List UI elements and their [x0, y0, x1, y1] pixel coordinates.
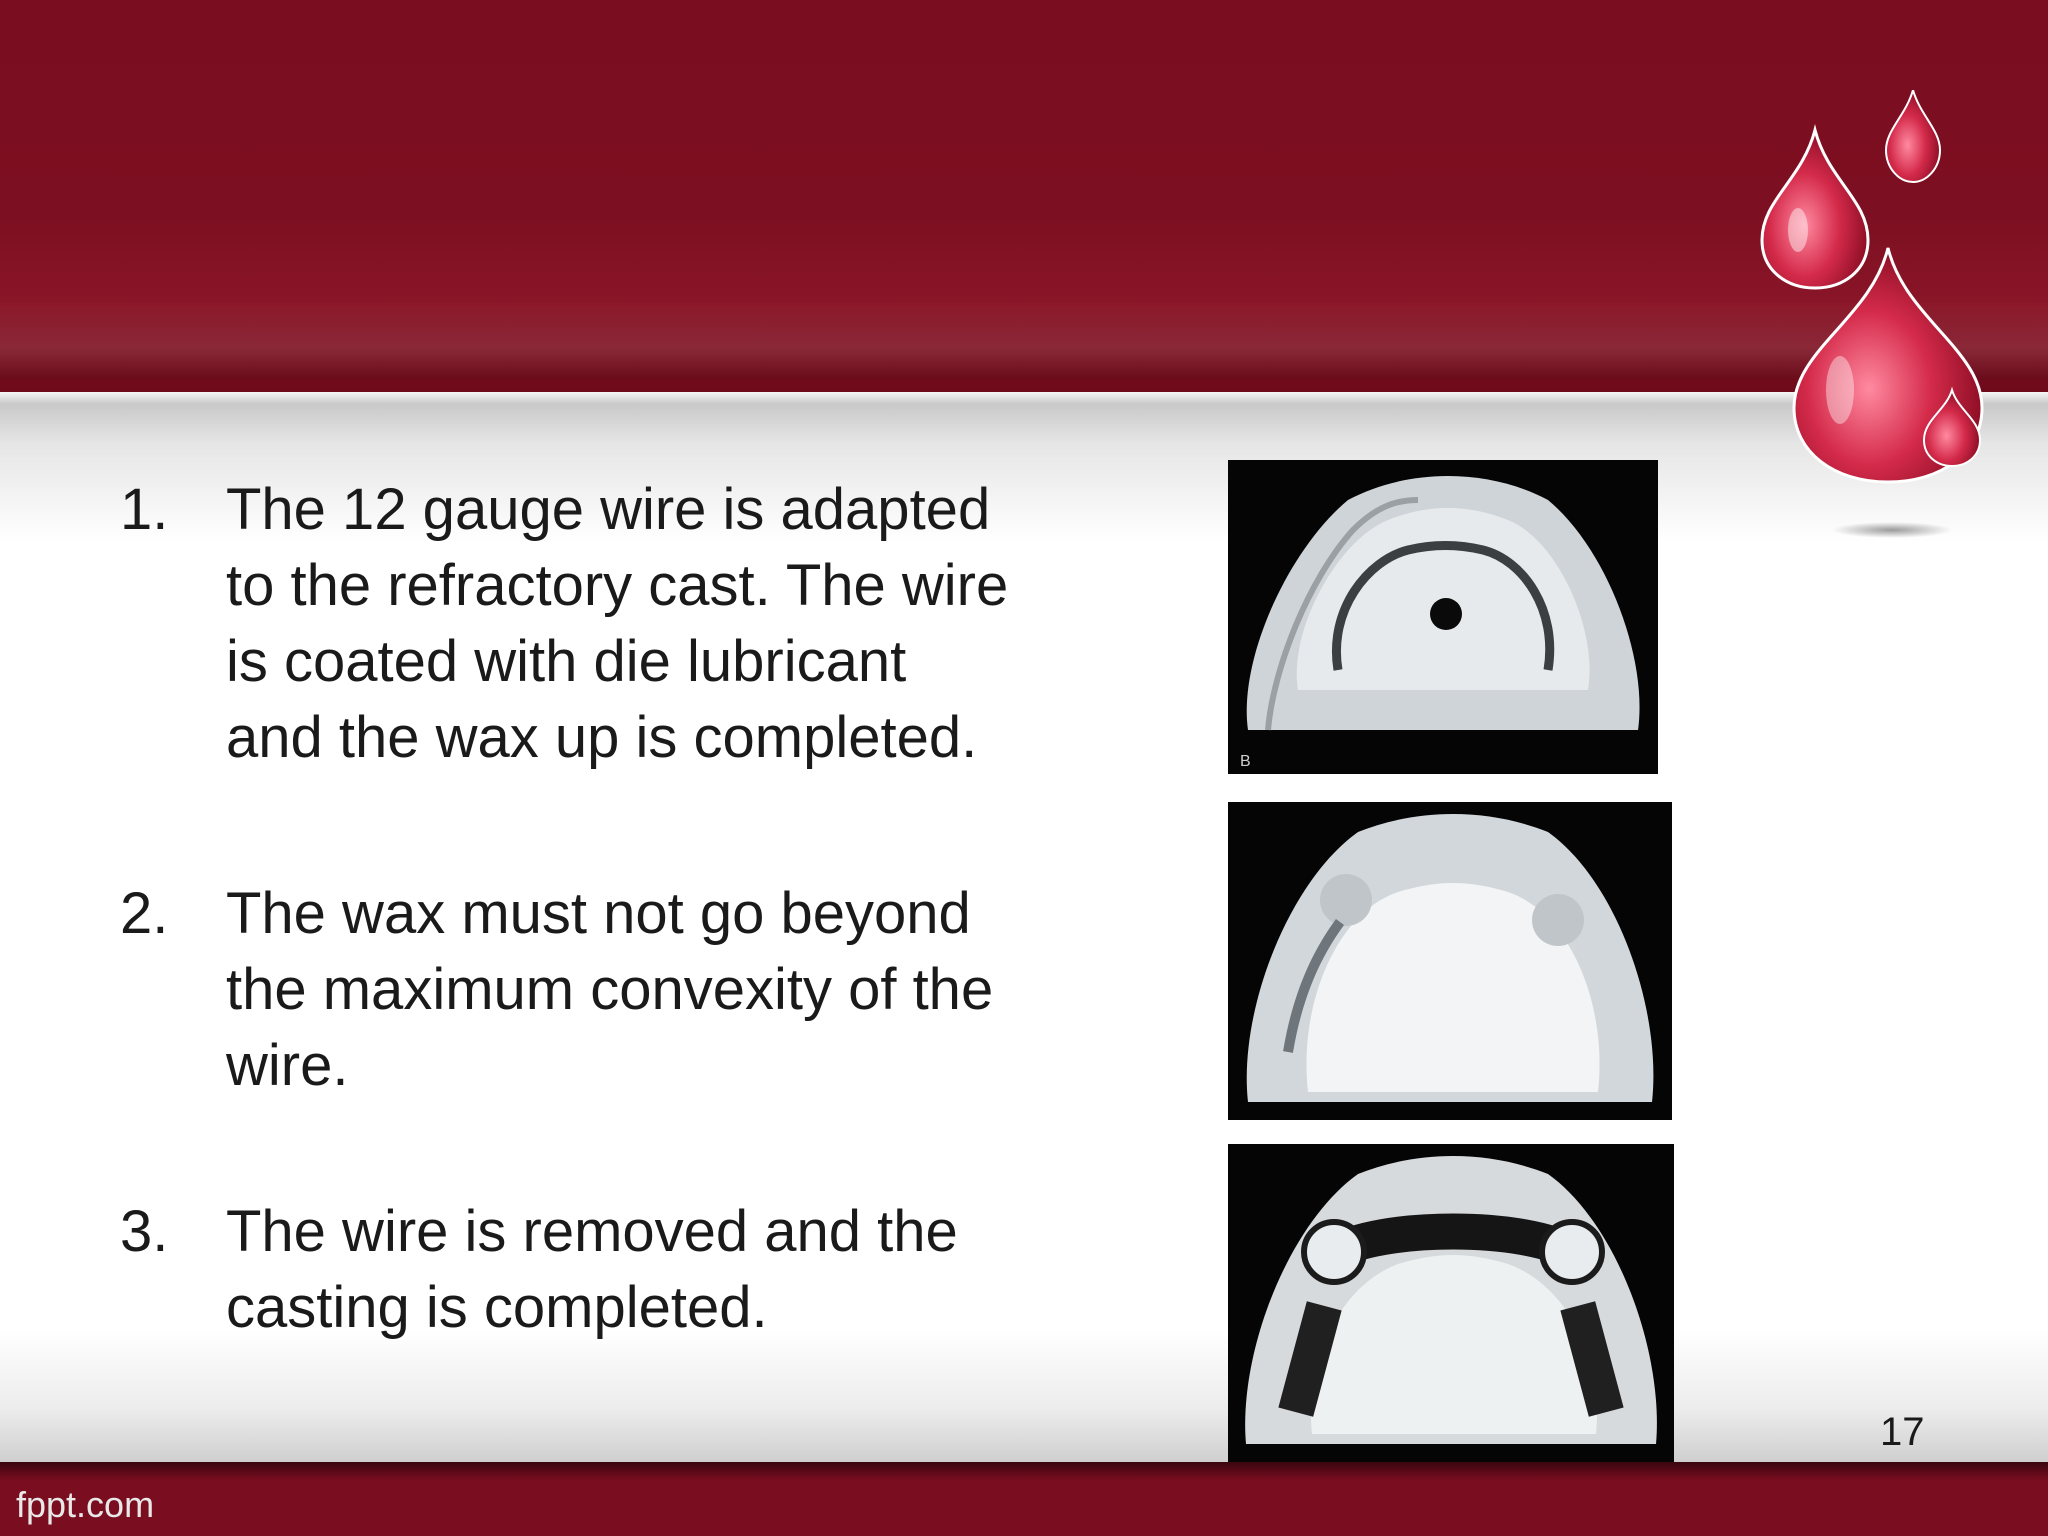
list-item-number: 3. [120, 1199, 169, 1264]
cast-photo-wire-adapted [1228, 460, 1658, 774]
water-drop-icon [1762, 130, 1868, 288]
numbered-step-list [120, 472, 1120, 1446]
header-gloss [0, 300, 2048, 380]
figure-label: B [1240, 753, 1251, 770]
water-drops-decoration [1760, 90, 2000, 550]
list-item-number: 2. [120, 881, 169, 946]
footer-brand-text: fppt.com [16, 1484, 155, 1525]
list-item [120, 876, 1120, 1104]
slide-footer-band [0, 1462, 2048, 1536]
page-number: 17 [1880, 1410, 1925, 1454]
water-drop-icon [1886, 90, 1940, 182]
list-item-text: The 12 gauge wire is adapted to the refractory cast. The wire is coated with die lubricant and the wax up is completed. [226, 477, 1009, 770]
list-item [120, 472, 1120, 776]
list-item-text: The wax must not go beyond the maximum convexity of the wire. [226, 881, 994, 1098]
list-item-number: 1. [120, 477, 169, 542]
list-item-text: The wire is removed and the casting is completed. [226, 1199, 958, 1340]
list-item [120, 1194, 1120, 1346]
cast-photo-wax-up [1228, 802, 1672, 1120]
cast-photo-casting-completed [1228, 1144, 1674, 1462]
